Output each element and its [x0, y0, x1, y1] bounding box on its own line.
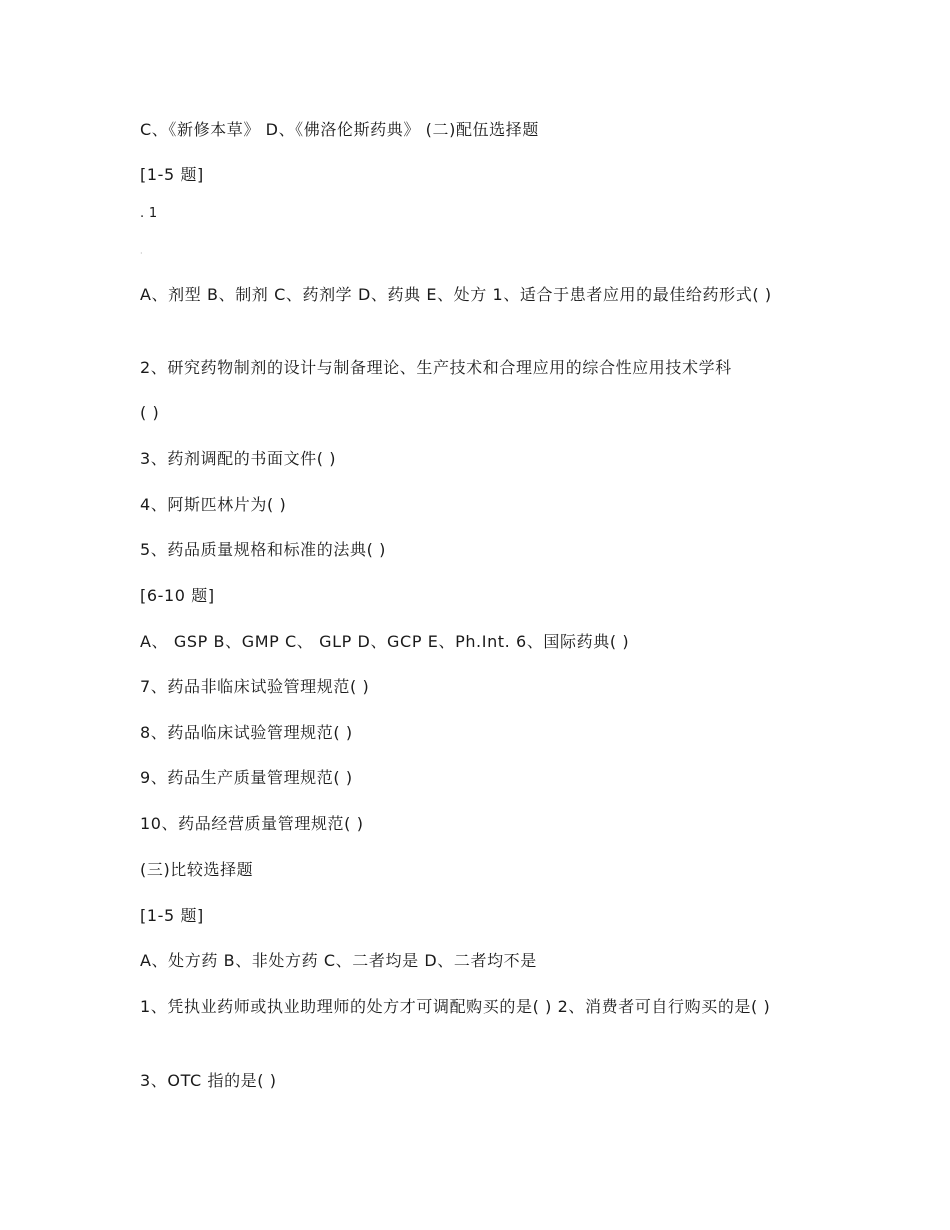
text-line-q3-b: 3、OTC 指的是( )	[140, 1071, 277, 1090]
text-line-fragment-1: . 1	[140, 206, 158, 221]
text-line-q9: 9、药品生产质量管理规范( )	[140, 768, 353, 787]
text-line-q8: 8、药品临床试验管理规范( )	[140, 723, 353, 742]
text-line-q2-blank: ( )	[140, 403, 160, 422]
text-line-section-1-5: [1-5 题]	[140, 165, 204, 184]
text-line-q5: 5、药品质量规格和标准的法典( )	[140, 540, 386, 559]
text-line-q10: 10、药品经营质量管理规范( )	[140, 814, 364, 833]
text-line-q3: 3、药剂调配的书面文件( )	[140, 449, 337, 468]
text-line-q7: 7、药品非临床试验管理规范( )	[140, 677, 370, 696]
text-line-section-1-5-b: [1-5 题]	[140, 906, 204, 925]
text-line-section-6-10: [6-10 题]	[140, 586, 215, 605]
text-line-options-a-e-q1: A、剂型 B、制剂 C、药剂学 D、药典 E、处方 1、适合于患者应用的最佳给药形式( )	[140, 285, 772, 304]
text-line-q4: 4、阿斯匹林片为( )	[140, 495, 287, 514]
text-line-dot: ·	[140, 249, 144, 258]
text-line-q2: 2、研究药物制剂的设计与制备理论、生产技术和合理应用的综合性应用技术学科	[140, 358, 732, 377]
text-line-options-prescription: A、处方药 B、非处方药 C、二者均是 D、二者均不是	[140, 951, 537, 970]
text-line-section-3: (三)比较选择题	[140, 860, 254, 879]
text-line-q1-q2-b: 1、凭执业药师或执业助理师的处方才可调配购买的是( ) 2、消费者可自行购买的是( )	[140, 997, 771, 1016]
text-line-options-c-d: C、《新修本草》 D、《佛洛伦斯药典》 (二)配伍选择题	[140, 120, 539, 139]
text-line-options-gsp-q6: A、 GSP B、GMP C、 GLP D、GCP E、Ph.Int. 6、国际药典( )	[140, 632, 630, 651]
